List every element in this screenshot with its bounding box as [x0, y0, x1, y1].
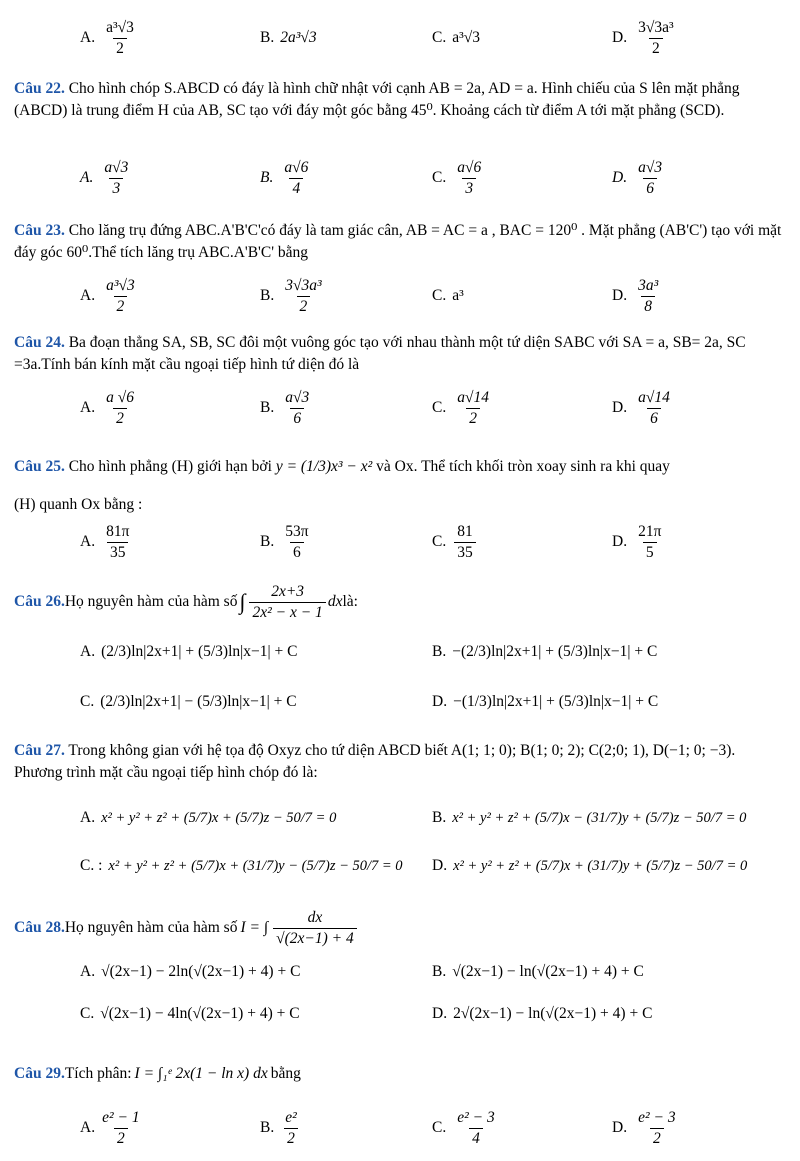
q21-b-text: 2a³√3: [280, 29, 317, 46]
question-text-line2: (H) quanh Ox bằng :: [14, 496, 143, 513]
q29-option-c: C. $\frac{\text{e² − 3}}{4}$: [432, 1108, 495, 1147]
question-number: Câu 28.: [14, 919, 65, 936]
question-number: Câu 22.: [14, 80, 65, 97]
question-text: Cho lăng trụ đứng ABC.A'B'C'có đáy là tam giác cân, AB = AC = a , BAC = 120⁰ . Mặt phẳng (AB'C') tạo với mặt đáy góc 60⁰.Thể tích lăng trụ ABC.A'B'C' bằng: [14, 222, 782, 261]
q23-option-b: B. $\frac{\text{3√3a³}}{2}$: [260, 276, 322, 315]
question-28: [14, 904, 786, 952]
q28-option-a: A. √(2x−1) − 2ln(√(2x−1) + 4) + C: [80, 963, 301, 980]
question-29: [14, 1050, 786, 1098]
q27-option-c: C. : x² + y² + z² + (5/7)x + (31/7)y − (5/7)z − 50/7 = 0: [80, 857, 403, 874]
q28-formula-lhs: I = ∫: [240, 919, 269, 936]
q21-d-num: 3√3a³: [638, 18, 674, 36]
question-number: Câu 25.: [14, 458, 65, 475]
q27-option-b: B. x² + y² + z² + (5/7)x − (31/7)y + (5/7)z − 50/7 = 0: [432, 809, 747, 826]
question-22: [14, 78, 786, 122]
question-text: Cho hình chóp S.ABCD có đáy là hình chữ nhật với cạnh AB = 2a, AD = a. Hình chiếu của S lên mặt phẳng (ABCD) là trung điểm H của AB, SC tạo với đáy một góc bằng 45⁰. Khoảng cách từ điểm A tới mặt phẳng (SCD).: [14, 80, 740, 119]
question-text-cont: là:: [342, 593, 358, 610]
question-number: Câu 23.: [14, 222, 65, 239]
q22-option-d: D. $\frac{a√3}{6}$: [612, 158, 663, 197]
q26-option-b: B. −(2/3)ln|2x+1| + (5/3)ln|x−1| + C: [432, 643, 658, 660]
q26-option-c: C. (2/3)ln|2x+1| − (5/3)ln|x−1| + C: [80, 693, 297, 710]
q21-option-b: B. 2a³√3: [260, 29, 317, 46]
q29-option-b: B. $\frac{\text{e²}}{2}$: [260, 1108, 297, 1147]
question-text-cont: và Ox. Thể tích khối tròn xoay sinh ra khi quay: [372, 458, 670, 475]
question-26: Câu 26. Họ nguyên hàm của hàm số ∫ $\frac{2x+3}{\text{2x² − x − 1}}$ dx là:: [14, 582, 358, 621]
question-text-cont: bằng: [270, 1065, 301, 1082]
q22-options: [0, 154, 800, 202]
question-24: [14, 332, 786, 376]
question-text: Cho hình phẳng (H) giới hạn bởi: [64, 458, 276, 475]
q25-option-a: A. $\frac{81\pi}{35}$: [80, 522, 130, 561]
q21-c-text: a³√3: [452, 29, 481, 46]
question-27: [14, 740, 786, 784]
q28-option-c: C. √(2x−1) − 4ln(√(2x−1) + 4) + C: [80, 1005, 300, 1022]
q25-option-d: D. $\frac{21\pi}{5}$: [612, 522, 662, 561]
q28-integrand: $\frac{dx}{√(2x-1) + 4}$: [273, 909, 357, 948]
q21-d-den: 2: [649, 38, 663, 58]
q27-option-a: A. x² + y² + z² + (5/7)x + (5/7)z − 50/7 = 0: [80, 809, 337, 826]
q21-option-d: D. $\frac{\text{3√3a³}}{2}$: [612, 14, 679, 62]
q25-options: [0, 518, 800, 566]
q26-options-row2: [0, 678, 800, 726]
question-number: Câu 27.: [14, 742, 65, 759]
q29-option-a: A. $\frac{\text{e² − 1}}{2}$: [80, 1108, 140, 1147]
q26-integrand: $\frac{2x+3}{\text{2x² − x − 1}}$: [249, 583, 325, 622]
question-number: Câu 29.: [14, 1065, 65, 1082]
q23-option-a: A. $\frac{\text{a³√3}}{2}$: [80, 276, 135, 315]
q23-option-c: C. a³: [432, 287, 464, 304]
integral-sign: ∫: [239, 589, 246, 614]
q22-option-a: A. $\frac{a√3}{3}$: [80, 158, 129, 197]
q28-options-row2: [0, 990, 800, 1038]
question-number: Câu 24.: [14, 334, 65, 351]
q29-formula: I = ∫₁ᵉ 2x(1 − ln x) dx: [134, 1065, 268, 1082]
q24-option-d: D. $\frac{a√14}{6}$: [612, 388, 670, 427]
q22-option-b: B. $\frac{a√6}{4}$: [260, 158, 309, 197]
question-number: Câu 26.: [14, 593, 65, 610]
q28-option-d: D. 2√(2x−1) − ln(√(2x−1) + 4) + C: [432, 1005, 653, 1022]
q25-option-c: C. $\frac{81}{35}$: [432, 518, 478, 566]
question-text: Ba đoạn thẳng SA, SB, SC đôi một vuông góc tạo với nhau thành một tứ diện SABC với SA = a, SB= 2a, SC =3a.Tính bán kính mặt cầu ngoại tiếp hình tứ diện đó là: [14, 334, 746, 373]
q28-options-row1: [0, 948, 800, 996]
q24-option-b: B. $\frac{a√3}{6}$: [260, 388, 310, 427]
question-text: Họ nguyên hàm của hàm số: [64, 593, 238, 610]
q26-option-a: A. (2/3)ln|2x+1| + (5/3)ln|x−1| + C: [80, 643, 298, 660]
question-text: Tích phân:: [64, 1065, 132, 1082]
q21-a-den: 2: [113, 38, 127, 58]
q28-option-b: B. √(2x−1) − ln(√(2x−1) + 4) + C: [432, 963, 644, 980]
q21-option-a: A. $\frac{\text{a³√3}}{2}$: [80, 14, 139, 62]
q24-option-c: C. $\frac{a√14}{2}$: [432, 388, 489, 427]
q24-option-a: A. $\frac{a √6}{2}$: [80, 388, 134, 427]
q27-option-d: D. x² + y² + z² + (5/7)x + (31/7)y + (5/7)z − 50/7 = 0: [432, 857, 748, 874]
q21-a-num: a³√3: [106, 18, 134, 36]
q29-options: [0, 1104, 800, 1152]
question-23: [14, 220, 786, 264]
q22-option-c: C. $\frac{a√6}{3}$: [432, 158, 482, 197]
q26-options-row1: [0, 628, 800, 676]
q25-formula: y = (1/3)x³ − x²: [275, 458, 373, 475]
q21-options: [0, 14, 800, 62]
question-text: Họ nguyên hàm của hàm số: [64, 919, 238, 936]
q21-option-c: C. a³√3: [432, 29, 481, 46]
q27-options-row1: [0, 794, 800, 842]
q23-option-d: D. $\frac{\text{3a³}}{8}$: [612, 276, 659, 315]
question-text: Trong không gian với hệ tọa độ Oxyz cho tứ diện ABCD biết A(1; 1; 0); B(1; 0; 2); C(2;0; 1), D(−1; 0; −3). Phương trình mặt cầu ngoại tiếp hình chóp đó là:: [14, 742, 736, 781]
q23-options: [0, 272, 800, 320]
question-25: [14, 454, 786, 518]
q29-option-d: D. $\frac{\text{e² − 3}}{2}$: [612, 1108, 676, 1147]
q24-options: [0, 384, 800, 432]
q26-option-d: D. −(1/3)ln|2x+1| + (5/3)ln|x−1| + C: [432, 693, 659, 710]
q27-options-row2: [0, 842, 800, 890]
q25-option-b: B. $\frac{53\pi}{6}$: [260, 522, 309, 561]
